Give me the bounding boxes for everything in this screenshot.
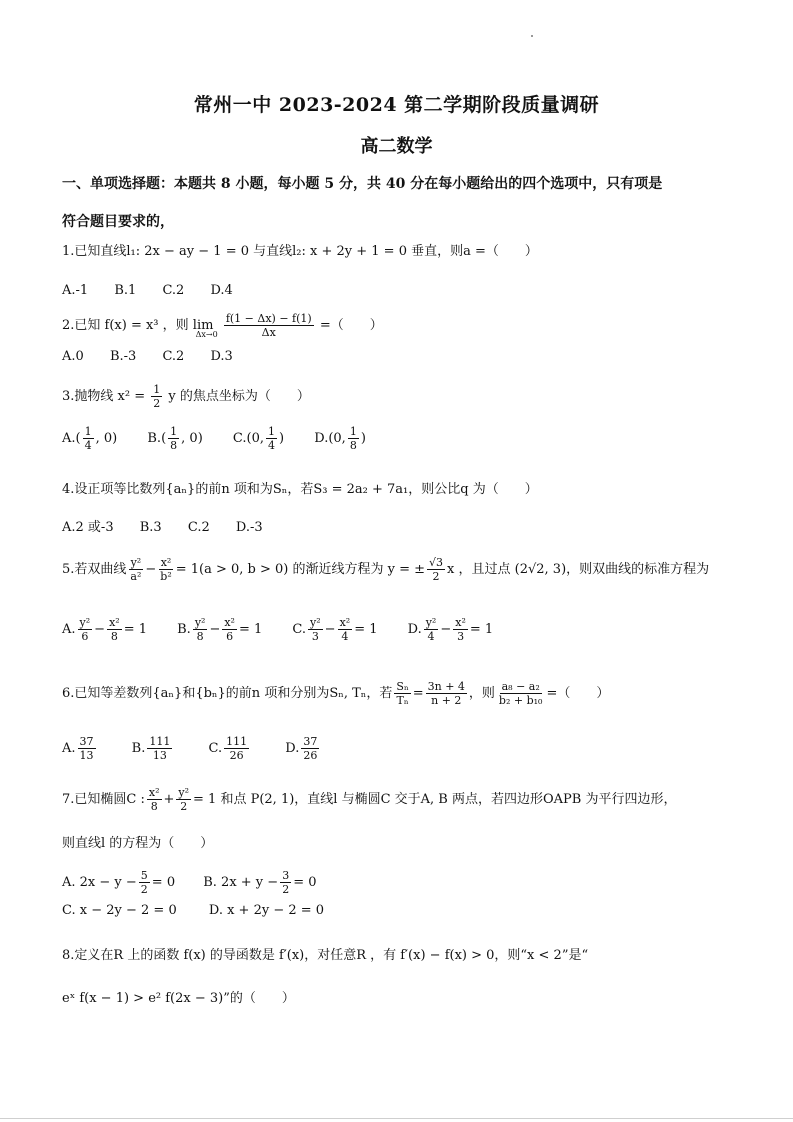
option-head: 0, bbox=[333, 431, 346, 446]
option-a: A.0 bbox=[62, 349, 84, 364]
q5-fraction-2 bbox=[158, 556, 173, 583]
fraction-denominator: 13 bbox=[152, 749, 167, 762]
fraction-numerator: 1 bbox=[170, 425, 178, 438]
fraction-denominator: 13 bbox=[79, 749, 94, 762]
option-fraction bbox=[424, 616, 439, 643]
fraction-denominator: 2 bbox=[432, 570, 440, 583]
fraction-denominator: 8 bbox=[150, 800, 158, 813]
q3-prefix: 3.抛物线 x² = bbox=[62, 389, 146, 404]
option-d: D.3 bbox=[210, 349, 233, 364]
fraction-numerator: y² bbox=[79, 616, 91, 629]
fraction-denominator: 3 bbox=[311, 630, 319, 643]
option-fraction bbox=[78, 735, 96, 762]
fraction-numerator: y² bbox=[194, 616, 206, 629]
option-c: C.2 bbox=[162, 349, 185, 364]
fraction-denominator: 3 bbox=[457, 630, 465, 643]
question-6-stem: 6.已知等差数列{aₙ}和{bₙ}的前n 项和分别为Sₙ, Tₙ，若 $\frac{\text{Sₙ}}{\text{Tₙ}}$ = $\frac{3n + 4}{n + 2}$ ，则 $\frac{\text{a₈ − a₂}}{\text{b₂ + b₁₀}}$ =（ ） bbox=[62, 680, 610, 707]
question-2-options bbox=[62, 348, 255, 366]
option-b: B.( $\frac{1}{8}$ , 0) bbox=[147, 425, 207, 452]
option-b: B.3 bbox=[139, 520, 162, 535]
fraction-numerator: y² bbox=[178, 786, 190, 799]
fraction-numerator: x² bbox=[160, 556, 172, 569]
fraction-denominator: a² bbox=[130, 570, 142, 583]
option-d: D.4 bbox=[210, 283, 233, 298]
fraction-denominator: 4 bbox=[268, 439, 276, 452]
question-3-stem bbox=[62, 383, 310, 410]
option-a: A.-1 bbox=[62, 283, 89, 298]
fraction-numerator: 5 bbox=[140, 869, 148, 882]
fraction-denominator: Δx bbox=[261, 326, 276, 339]
option-label: C. bbox=[232, 431, 247, 446]
fraction-numerator: 111 bbox=[149, 735, 171, 748]
option-d: D. x + 2y − 2 = 0 bbox=[208, 903, 325, 918]
q7-suffix: = 1 和点 P(2, 1)，直线l 与椭圆C 交于A, B 两点，若四边形OAPB 为平行四边形， bbox=[193, 792, 677, 807]
fraction-numerator: 3n + 4 bbox=[427, 680, 465, 693]
q7-fraction-1 bbox=[147, 786, 162, 813]
option-b: B.1 bbox=[114, 283, 137, 298]
q2-fraction bbox=[224, 312, 314, 339]
fraction-numerator: Sₙ bbox=[396, 680, 409, 693]
question-3-options bbox=[62, 425, 366, 452]
question-5-options bbox=[62, 616, 493, 643]
fraction-numerator: y² bbox=[425, 616, 437, 629]
option-a: A.( $\frac{1}{4}$ , 0) bbox=[62, 425, 122, 452]
question-4-options bbox=[62, 519, 285, 537]
option-fraction bbox=[338, 616, 353, 643]
option-fraction bbox=[301, 735, 319, 762]
option-text: A. 2x − y − bbox=[62, 875, 137, 890]
fraction-denominator: 8 bbox=[110, 630, 118, 643]
scan-speck bbox=[531, 35, 533, 37]
option-fraction bbox=[348, 425, 359, 452]
question-8-stem: 8.定义在R 上的函数 f(x) 的导函数是 f′(x)，对任意R ，有 f′(x) − f(x) > 0，则“x < 2”是“ bbox=[62, 948, 589, 963]
option-equals: = 1 bbox=[238, 622, 263, 637]
q6-suffix: =（ ） bbox=[546, 686, 610, 701]
q5-fraction-3 bbox=[427, 556, 445, 583]
option-b bbox=[131, 735, 175, 762]
option-equals: = 1 bbox=[123, 622, 147, 637]
q5-prefix: 5.若双曲线 bbox=[62, 562, 127, 577]
question-7-options-row2 bbox=[62, 902, 324, 920]
option-fraction bbox=[193, 616, 208, 643]
option-equals: = 1 bbox=[354, 622, 378, 637]
fraction-numerator: 1 bbox=[349, 425, 357, 438]
option-fraction bbox=[222, 616, 237, 643]
option-c: C. $\frac{\text{y²}}{3}$ − $\frac{\text{x²}}{4}$ = 1 bbox=[292, 616, 378, 643]
option-label: A. bbox=[62, 741, 76, 756]
fraction-numerator: 3 bbox=[282, 869, 290, 882]
fraction-denominator: 8 bbox=[196, 630, 204, 643]
q2-suffix: =（ ） bbox=[319, 318, 383, 333]
q6-fraction-3 bbox=[497, 680, 545, 707]
option-fraction bbox=[83, 425, 94, 452]
option-c: C. x − 2y − 2 = 0 bbox=[62, 903, 177, 918]
option-label: A. bbox=[62, 431, 76, 446]
option-a: A.2 或-3 bbox=[62, 520, 114, 535]
option-c: C.(0, $\frac{1}{4}$ ) bbox=[232, 425, 289, 452]
fraction-numerator: 1 bbox=[268, 425, 276, 438]
fraction-numerator: 37 bbox=[303, 735, 318, 748]
q3-suffix: y 的焦点坐标为（ ） bbox=[168, 389, 310, 404]
page-title: 常州一中 2023-2024 第二学期阶段质量调研 bbox=[193, 94, 600, 116]
q5-middle: = 1(a > 0, b > 0) 的渐近线方程为 y = ± bbox=[175, 562, 426, 577]
fraction-denominator: 4 bbox=[84, 439, 92, 452]
option-fraction bbox=[266, 425, 277, 452]
fraction-numerator: x² bbox=[148, 786, 160, 799]
page-subtitle: 高二数学 bbox=[360, 136, 433, 157]
option-text-tail: = 0 bbox=[151, 875, 176, 890]
fraction-denominator: 26 bbox=[303, 749, 318, 762]
fraction-denominator: b₂ + b₁₀ bbox=[498, 694, 543, 707]
q5-suffix: x ，且过点 (2√2, 3)，则双曲线的标准方程为 bbox=[447, 562, 710, 577]
option-d bbox=[285, 735, 321, 762]
option-c: C.2 bbox=[162, 283, 185, 298]
question-2-stem bbox=[62, 312, 383, 339]
fraction-denominator: 2 bbox=[180, 800, 188, 813]
option-head: 0, bbox=[251, 431, 265, 446]
fraction-denominator: 2 bbox=[140, 883, 148, 896]
q6-prefix: 6.已知等差数列{aₙ}和{bₙ}的前n 项和分别为Sₙ, Tₙ，若 bbox=[62, 686, 393, 701]
option-fraction bbox=[168, 425, 179, 452]
q2-prefix: 2.已知 f(x) = x³ ，则 lim bbox=[62, 318, 214, 333]
fraction-numerator: a₈ − a₂ bbox=[501, 680, 540, 693]
option-fraction bbox=[139, 869, 150, 896]
option-fraction bbox=[107, 616, 122, 643]
option-label: A. bbox=[62, 622, 76, 637]
option-label: B. bbox=[177, 622, 191, 637]
option-fraction bbox=[280, 869, 291, 896]
fraction-numerator: 111 bbox=[226, 735, 248, 748]
option-tail: , 0 bbox=[95, 431, 113, 446]
option-fraction bbox=[308, 616, 323, 643]
fraction-denominator: 8 bbox=[349, 439, 357, 452]
option-b: B. $\frac{\text{y²}}{8}$ − $\frac{\text{x²}}{6}$ = 1 bbox=[177, 616, 263, 643]
question-4-stem: 4.设正项等比数列{aₙ}的前n 项和为Sₙ，若S₃ = 2a₂ + 7a₁，则公比q 为（ ） bbox=[62, 482, 538, 497]
q3-fraction bbox=[151, 383, 162, 410]
fraction-denominator: 6 bbox=[81, 630, 89, 643]
fraction-numerator: x² bbox=[455, 616, 466, 629]
question-8-stem-cont: eˣ f(x − 1) > e² f(2x − 3)”的（ ） bbox=[62, 991, 295, 1006]
option-a: A. $\frac{\text{y²}}{6}$ − $\frac{\text{x²}}{8}$ = 1 bbox=[62, 616, 147, 643]
fraction-numerator: y² bbox=[130, 556, 142, 569]
question-5-stem: 5.若双曲线 $\frac{\text{y²}}{\text{a²}}$ − $\frac{\text{x²}}{\text{b²}}$ = 1(a > 0, b > 0) 的渐近线方程为 y = ± $\frac{√3}{2}$ x ，且过点 (2√2, 3)，则双曲线的标准方程为 bbox=[62, 556, 710, 583]
fraction-numerator: √3 bbox=[429, 556, 444, 569]
question-7-stem: 7.已知椭圆C : $\frac{\text{x²}}{8}$ + $\frac{\text{y²}}{2}$ = 1 和点 P(2, 1)，直线l 与椭圆C 交于A, B 两点，若四边形OAPB 为平行四边形， bbox=[62, 786, 677, 813]
option-c bbox=[208, 735, 252, 762]
option-d: D. $\frac{\text{y²}}{4}$ − $\frac{\text{x²}}{3}$ = 1 bbox=[407, 616, 494, 643]
fraction-denominator: 4 bbox=[427, 630, 435, 643]
fraction-numerator: 1 bbox=[153, 383, 161, 396]
question-1-options bbox=[62, 282, 255, 300]
fraction-numerator: x² bbox=[339, 616, 351, 629]
fraction-numerator: x² bbox=[224, 616, 235, 629]
fraction-numerator: x² bbox=[109, 616, 120, 629]
option-text: B. 2x + y − bbox=[203, 875, 279, 890]
q6-middle: ，则 bbox=[468, 686, 495, 701]
fraction-denominator: 6 bbox=[226, 630, 234, 643]
option-b: B.-3 bbox=[109, 349, 137, 364]
option-text-tail: = 0 bbox=[293, 875, 317, 890]
fraction-numerator: f(1 − Δx) − f(1) bbox=[225, 312, 312, 325]
section-heading: 一、单项选择题：本题共 8 小题，每小题 5 分，共 40 分在每小题给出的四个选项中，只有项是 bbox=[62, 176, 663, 192]
option-fraction bbox=[453, 616, 468, 643]
question-7-stem-cont: 则直线l 的方程为（ ） bbox=[62, 836, 214, 851]
fraction-denominator: 2 bbox=[282, 883, 290, 896]
question-1-stem: 1.已知直线l₁: 2x − ay − 1 = 0 与直线l₂: x + 2y + 1 = 0 垂直，则a =（ ） bbox=[62, 244, 538, 259]
fraction-denominator: n + 2 bbox=[431, 694, 462, 707]
option-a bbox=[62, 869, 176, 896]
option-equals: = 1 bbox=[469, 622, 494, 637]
fraction-denominator: Tₙ bbox=[396, 694, 409, 707]
option-b bbox=[203, 869, 317, 896]
option-d: D.-3 bbox=[235, 520, 263, 535]
fraction-numerator: 37 bbox=[79, 735, 94, 748]
fraction-denominator: 26 bbox=[229, 749, 244, 762]
option-a bbox=[62, 735, 98, 762]
q6-fraction-2 bbox=[426, 680, 467, 707]
question-6-options bbox=[62, 735, 321, 762]
option-label: D. bbox=[407, 622, 422, 637]
option-fraction bbox=[78, 616, 93, 643]
option-label: B. bbox=[147, 431, 162, 446]
fraction-numerator: y² bbox=[310, 616, 321, 629]
q7-fraction-2 bbox=[176, 786, 191, 813]
q6-fraction-1 bbox=[394, 680, 410, 707]
fraction-denominator: 4 bbox=[341, 630, 349, 643]
option-label: C. bbox=[208, 741, 223, 756]
fraction-denominator: b² bbox=[160, 570, 172, 583]
option-d: D.(0, $\frac{1}{8}$ ) bbox=[314, 425, 366, 452]
limit-subscript: Δx→0 bbox=[195, 330, 218, 339]
option-label: C. bbox=[292, 622, 307, 637]
option-tail: , 0 bbox=[181, 431, 198, 446]
option-fraction bbox=[224, 735, 249, 762]
question-7-options-row1 bbox=[62, 869, 316, 896]
page-bottom-rule bbox=[0, 1118, 793, 1119]
option-fraction bbox=[147, 735, 172, 762]
option-label: D. bbox=[285, 741, 300, 756]
option-label: D. bbox=[314, 431, 329, 446]
option-label: B. bbox=[131, 741, 146, 756]
q7-prefix: 7.已知椭圆C : bbox=[62, 792, 145, 807]
fraction-numerator: 1 bbox=[84, 425, 92, 438]
fraction-denominator: 8 bbox=[170, 439, 178, 452]
q5-fraction-1 bbox=[128, 556, 143, 583]
option-c: C.2 bbox=[187, 520, 210, 535]
section-heading-cont: 符合题目要求的， bbox=[62, 214, 174, 230]
fraction-denominator: 2 bbox=[153, 397, 161, 410]
